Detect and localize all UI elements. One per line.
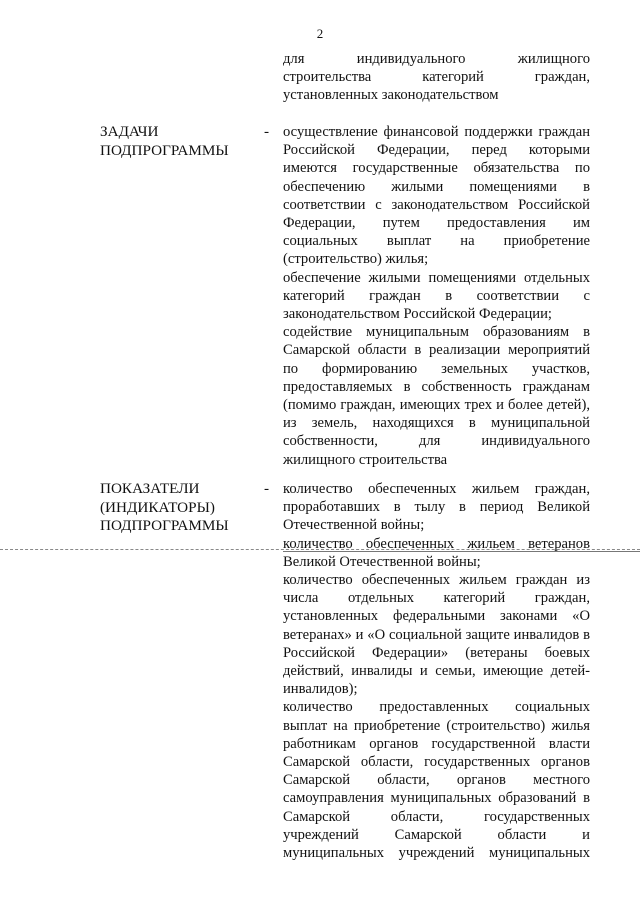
task-paragraph: содействие муниципальным образованиям в Самарской области в реализации мероприятий по формированию земельных участков, предоставляемых в собственность гражданам (помимо граждан, имеющих трех и более детей), из земель, находящихся в муниципальной собственности, для индивидуального жилищного строительства — [283, 324, 590, 468]
scan-edge-line — [283, 551, 640, 552]
label-line: ПОДПРОГРАММЫ — [100, 517, 229, 534]
indicators-section-label — [100, 480, 260, 536]
tasks-section-label — [100, 123, 260, 160]
continuation-line: установленных законодательством — [283, 87, 499, 104]
indicators-section-content — [283, 480, 590, 862]
indicator-paragraph: количество предоставленных социальных выплат на приобретение (строительство) жилья работникам органов государственной власти Самарской области, государственных органов Самарской области, органов местного самоуправления муниципальных образований в Самарской области, государственных учреждений Самарской области и муниципальных учреждений муниципальных — [283, 699, 590, 862]
continuation-line: для индивидуального жилищного — [283, 51, 590, 67]
indicator-paragraph: количество обеспеченных жильем ветеранов Великой Отечественной войны; — [283, 535, 590, 570]
task-paragraph: осуществление финансовой поддержки граждан Российской Федерации, перед которыми имеются государственные обязательства по обеспечению жилыми помещениями в соответствии с законодательством Российской Федерации, путем предоставления им социальных выплат на приобретение (строительство) жилья; — [283, 124, 590, 268]
indicators-dash: - — [264, 480, 270, 497]
indicator-paragraph: количество обеспеченных жильем граждан из числа отдельных категорий граждан, установленных федеральными законами «О ветеранах» и «О социальной защите инвалидов в Российской Федерации» (ветераны боевых действий, инвалиды и семьи, имеющие детей-инвалидов); — [283, 572, 590, 698]
tasks-dash: - — [264, 123, 270, 140]
previous-section-continuation — [283, 50, 590, 105]
task-paragraph: обеспечение жилыми помещениями отдельных категорий граждан в соответствии с законодательством Российской Федерации; — [283, 269, 590, 323]
page-number: 2 — [316, 26, 324, 41]
label-line: (ИНДИКАТОРЫ) — [100, 498, 215, 516]
scan-fold-line — [0, 549, 640, 550]
continuation-line: строительства категорий граждан, — [283, 69, 590, 86]
label-line: ЗАДАЧИ — [100, 123, 159, 140]
label-line: ПОКАЗАТЕЛИ — [100, 480, 200, 497]
indicator-paragraph: количество обеспеченных жильем граждан, проработавших в тылу в период Великой Отечественной войны; — [283, 481, 590, 534]
label-line: ПОДПРОГРАММЫ — [100, 141, 229, 159]
tasks-section-content — [283, 123, 590, 469]
